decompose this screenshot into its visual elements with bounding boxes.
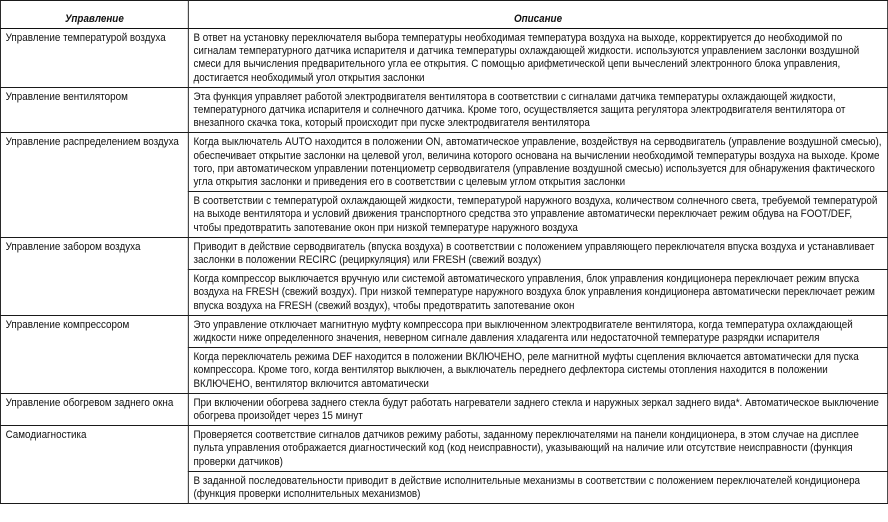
control-description: Когда выключатель AUTO находится в положении ON, автоматическое управление, воздействуя на серводвигатель (управление воздушной смесью), обеспечивает открытие заслонки на целевой угол, величина которого основана на вычислении необходимой температуры воздуха на выходе. Кроме того, при автоматическом управлении потенциометр серводвигателя (управление воздушной смесью) используется для обнаружения фактического угла открытия заслонки и приведения его в соответствии с целевым углом открытия заслонки xyxy=(188,133,887,192)
control-description: В ответ на установку переключателя выбора температуры необходимая температура воздуха на выходе, корректируется до необходимой по сигналам температурного датчика испарителя и датчика температуры охлаждающей жидкости. используются управлением заслонки воздушной смеси для вычисления предварительного угла ее открытия. С помощью арифметической цепи вычеслений электронного блока управления, достигается необходимый угол открытия заслонки xyxy=(188,29,887,88)
table-row xyxy=(0,87,887,133)
column-header-control: Управление xyxy=(0,1,188,29)
control-name: Самодиагностика xyxy=(0,426,188,504)
table-row xyxy=(0,237,887,269)
control-name: Управление компрессором xyxy=(0,315,188,393)
column-header-description: Описание xyxy=(188,1,887,29)
table-header-row xyxy=(0,1,887,29)
control-name: Управление температурой воздуха xyxy=(0,29,188,88)
control-description: Когда переключатель режима DEF находится в положении ВКЛЮЧЕНО, реле магнитной муфты сцепления включается автоматически для пуска компрессора. Кроме того, когда вентилятор выключен, а выключатель переднего дефлектора системы отопления находится в положении ВКЛЮЧЕНО, вентилятор включится автоматически xyxy=(188,348,887,394)
table-row xyxy=(0,315,887,347)
control-name: Управление обогревом заднего окна xyxy=(0,393,188,425)
control-name: Управление вентилятором xyxy=(0,87,188,133)
control-description: Приводит в действие серводвигатель (впуска воздуха) в соответствии с положением управляющего переключателя впуска воздуха и устанавливает заслонки в положении RECIRC (рециркуляция) или FRESH (свежий воздух) xyxy=(188,237,887,269)
control-description: Эта функция управляет работой электродвигателя вентилятора в соответствии с сигналами датчика температуры охлаждающей жидкости, температурного датчика испарителя и солнечного датчика. Кроме того, осуществляется защита регулятора электродвигателя вентилятора от внезапного скачка тока, который происходит при пуске электродвигателя вентилятора xyxy=(188,87,887,133)
table-row xyxy=(0,133,887,192)
table-row xyxy=(0,29,887,88)
control-name: Управление забором воздуха xyxy=(0,237,188,315)
control-description: Когда компрессор выключается вручную или системой автоматического управления, блок управления кондиционера переключает режим впуска воздуха на FRESH (свежий воздух). При низкой температуре наружного воздуха блок управления кондиционера автоматически переключает режим впуска воздуха на FRESH (свежий воздух), чтобы предотвратить запотевание окон xyxy=(188,270,887,316)
control-description: В соответствии с температурой охлаждающей жидкости, температурой наружного воздуха, количеством солнечного света, требуемой температурой на выходе вентилятора и условий движения транспортного средства это управление автоматически переключает режим обдува на FOOT/DEF, чтобы предотвратить запотевание окон при низкой температуре наружного воздуха xyxy=(188,192,887,238)
control-description: Это управление отключает магнитную муфту компрессора при выключенном электродвигателе вентилятора, когда температура охлаждающей жидкости ниже определенного значения, неверном сигнале давления хладагента или недостаточной температуре разрядки испарителя xyxy=(188,315,887,347)
control-description: Проверяется соответствие сигналов датчиков режиму работы, заданному переключателями на панели кондиционера, в этом случае на дисплее пульта управления отображается диагностический код (код неисправности), указывающий на наличие или отсутствие неисправности (функция проверки датчиков) xyxy=(188,426,887,472)
control-description: При включении обогрева заднего стекла будут работать нагреватели заднего стекла и наружных зеркал заднего вида*. Автоматическое выключение обогрева произойдет через 15 минут xyxy=(188,393,887,425)
control-description: В заданной последовательности приводит в действие исполнительные механизмы в соответствии с положением переключателей кондиционера (функция проверки исполнительных механизмов) xyxy=(188,471,887,503)
control-name: Управление распределением воздуха xyxy=(0,133,188,237)
table-row xyxy=(0,393,887,425)
table-row xyxy=(0,426,887,472)
